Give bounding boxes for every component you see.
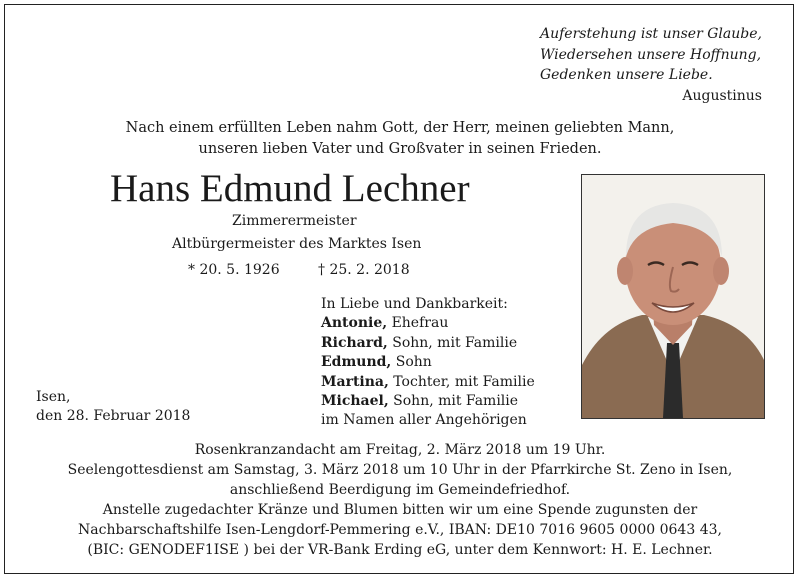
place: Isen, [36,389,71,405]
intro-line: Nach einem erfüllten Leben nahm Gott, der Herr, meinen geliebten Mann, [125,120,675,136]
service-information [0,440,800,560]
mourner-row [321,373,535,392]
mourner-name: Antonie, [321,315,388,332]
quote-line: Auferstehung ist unser Glaube, [540,26,762,42]
mourner-name: Edmund, [321,354,392,371]
intro-line: unseren lieben Vater und Großvater in seinen Frieden. [198,140,602,157]
portrait-photo [581,174,765,419]
footer-line: Nachbarschaftshilfe Isen-Lengdorf-Pemmering e.V., IBAN: DE10 7016 9605 0000 0643 43, [78,522,722,538]
mourners-list [321,295,535,431]
footer-line: (BIC: GENODEF1ISE ) bei der VR-Bank Erding eG, unter dem Kennwort: H. E. Lechner. [87,542,713,558]
deceased-office: Altbürgermeister des Marktes Isen [172,236,422,252]
footer-line: Anstelle zugedachter Kränze und Blumen bitten wir um eine Spende zugunsten der [102,502,698,518]
portrait-photo-icon [582,175,764,418]
birth-date: * 20. 5. 1926 [188,262,280,278]
intro-text [0,118,800,159]
footer-line: Seelengottesdienst am Samstag, 3. März 2018 um 10 Uhr in der Pfarrkirche St. Zeno in Isen, [67,462,733,478]
mourner-name: Martina, [321,373,389,390]
memorial-quote [540,24,770,106]
mourner-relation: Sohn, mit Familie [388,393,519,410]
mourner-row [321,353,535,372]
mourner-relation: Sohn, mit Familie [387,334,518,351]
footer-line: anschließend Beerdigung im Gemeindefriedhof. [229,482,571,498]
quote-line: Wiedersehen unsere Hoffnung, [540,46,762,63]
deceased-name: Hans Edmund Lechner [110,167,470,210]
mourner-relation: Tochter, mit Familie [388,373,535,390]
mourner-name: Michael, [321,393,389,410]
quote-line: Gedenken unsere Liebe. [540,67,713,83]
mourner-relation: Ehefrau [387,315,449,332]
mourner-relation: Sohn [391,354,432,371]
mourner-row [321,392,535,411]
deceased-profession: Zimmerermeister [232,213,357,229]
mourners-closing: im Namen aller Angehörigen [321,412,527,429]
mourner-row [321,314,535,333]
mourners-heading: In Liebe und Dankbarkeit: [321,296,508,312]
quote-author: Augustinus [682,87,762,104]
notice-date: den 28. Februar 2018 [36,408,191,425]
mourner-row [321,334,535,353]
footer-line: Rosenkranzandacht am Freitag, 2. März 2018 um 19 Uhr. [194,442,606,458]
place-date [36,388,190,427]
mourner-name: Richard, [321,334,388,351]
death-date: † 25. 2. 2018 [318,262,410,278]
